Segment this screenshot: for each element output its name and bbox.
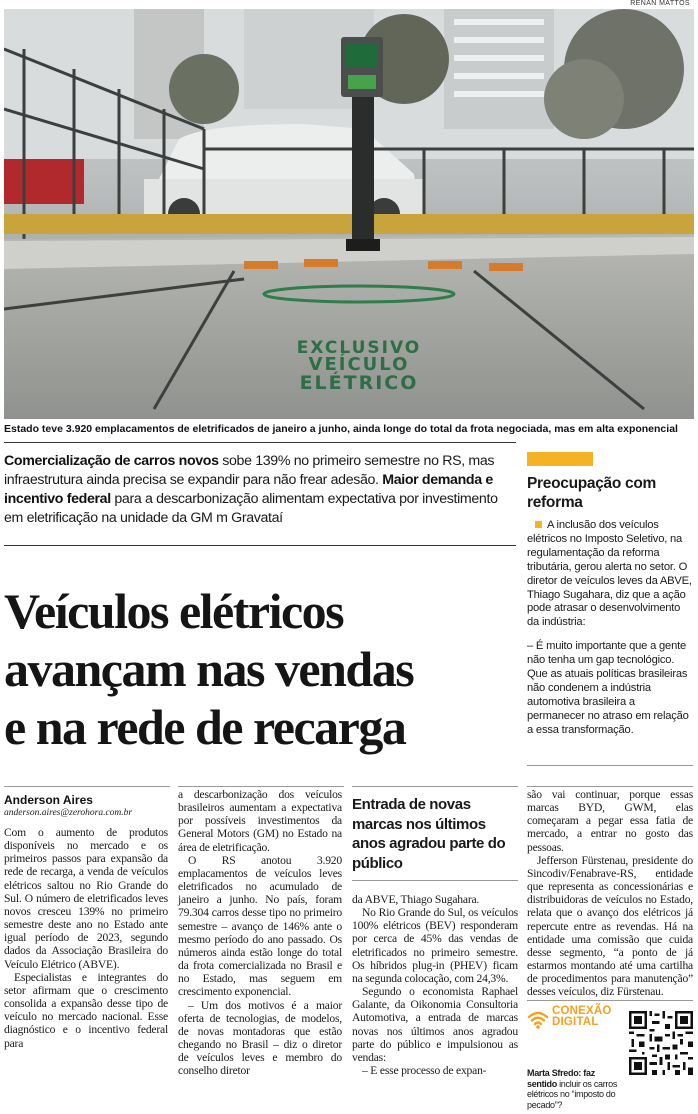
deck-text-1: sobe 139% no primeiro semestre no RS, mas infraestrutura ainda precisa se expandir para não frear adesão. xyxy=(4,453,495,488)
conexao-label-line-2: DIGITAL xyxy=(552,1016,599,1028)
stencil-line-3: ELÉTRICO xyxy=(299,372,419,394)
conexao-link-text[interactable] xyxy=(527,1068,625,1110)
charging-station-photo xyxy=(4,9,694,419)
col2-p1: a descarbonização dos veículos brasileiros aumentam a expectativa por possíveis investimentos da General Motors (GM) no Estado na área de eletrificação. xyxy=(178,788,342,854)
conexao-label xyxy=(552,1006,612,1028)
col1-p1: Com o aumento de produtos disponíveis no mercado e os primeiros passos para expansão da rede de recarga, a venda de veículos elétricos saltou no Rio Grande do Sul. O número de eletrificados leves novos cresceu 139% no primeiro semestre deste ano no Estado ante igual período de 2023, segundo dados da Associação Brasileira do Veículo Elétrico (ABVE). xyxy=(4,826,168,971)
col4-p2: Jefferson Fürstenau, presidente do Sincodiv/Fenabrave-RS, entidade que representa as concessionárias e distribuidoras de veículos no Estado, relata que o avanço dos elétricos já repercute entre as revendas. Há na entidade uma comissão que cuida desse segmento, “a ponto de já estarmos montando até uma cartilha de procedimentos para manutenção” desses veículos, diz Fürstenau. xyxy=(527,853,693,999)
author-name: Anderson Aires xyxy=(4,793,93,807)
deck-bold-2: Maior demanda e incentivo federal xyxy=(4,472,493,507)
pull-quote-rule xyxy=(352,880,518,881)
column-4 xyxy=(527,788,693,999)
col4-p1: são vai continuar, porque essas marcas BYD, GWM, elas começaram a pegar essa fatia de mercado, a entrar no gosto das pessoas. xyxy=(527,788,693,854)
bullet-icon xyxy=(535,521,542,528)
sidebar-intro: A inclusão dos veículos elétricos no Imposto Seletivo, na regulamentação da reforma tributária, gerou alerta no setor. O diretor de veículos leves da ABVE, Thiago Sugahara, diz que a ação pode atrasar o desenvolvimento da indústria: xyxy=(527,519,692,629)
headline-line-1: Veículos elétricos xyxy=(4,583,344,639)
col1-p2: Especialistas e integrantes do setor afirmam que o crescimento consolida a expansão desse tipo de veículo no mercado nacional. Esse diagnóstico e o incentivo federal para xyxy=(4,970,168,1050)
sidebar-divider xyxy=(527,765,693,766)
col3-p2: No Rio Grande do Sul, os veículos 100% elétricos (BEV) responderam por cerca de 45% das vendas de eletrificados no primeiro semestre. Os híbridos plug-in (PHEV) ficam na segunda colocação, com 24,3%. xyxy=(352,906,518,985)
col3-p4: – E esse processo de expan- xyxy=(362,1064,487,1078)
col2-p3: – Um dos motivos é a maior oferta de tecnologias, de modelos, de novas montadoras que estão chegando no Brasil – diz o diretor de veículos leves e membro do conselho diretor xyxy=(178,998,342,1078)
stencil-line-2: VEÍCULO xyxy=(308,354,410,375)
deck-top-rule xyxy=(4,442,516,443)
col1-rule xyxy=(4,786,170,787)
conexao-bold: Marta Sfredo: faz sentido xyxy=(527,1068,595,1089)
column-3 xyxy=(352,893,518,1077)
col2-p2: O RS anotou 3.920 emplacamentos de veículos leves eletrificados no acumulado de janeiro a junho. No país, foram 79.304 carros desse tipo no primeiro semestre – avanço de 146% ante o mesmo período do ano passado. Os números ainda estão longe do total da frota comercializada no Brasil e no Estado, mas seguem em crescimento exponencial. xyxy=(178,853,342,999)
headline xyxy=(4,582,520,756)
headline-line-2: avançam nas vendas xyxy=(4,641,414,697)
sidebar-accent-bar xyxy=(527,452,593,466)
col3-rule xyxy=(352,786,518,787)
col3-p3: Segundo o economista Raphael Galante, da Oikonomia Consultoria Automotiva, a entrada de marcas novas nos últimos anos agradou parte do público e impulsionou as vendas: xyxy=(352,985,518,1064)
sidebar-title: Preocupação com reforma xyxy=(527,475,657,511)
sidebar-quote: – É muito importante que a gente não tenha um gap tecnológico. Que as atuais políticas brasileiras não condenem a indústria automotiva brasileira a permanecer no atraso em relação a essa transformação. xyxy=(527,640,689,736)
photo-caption: Estado teve 3.920 emplacamentos de eletrificados de janeiro a junho, ainda longe do total da frota negociada, mas em alta exponencial xyxy=(4,423,678,435)
stencil-line-1: EXCLUSIVO xyxy=(296,338,422,358)
deck-bottom-rule xyxy=(4,545,516,546)
conexao-label-line-1: CONEXÃO xyxy=(552,1005,612,1017)
deck xyxy=(4,452,518,528)
col2-rule xyxy=(178,786,344,787)
col3-p1: da ABVE, Thiago Sugahara. xyxy=(352,893,480,906)
author-email: anderson.aires@zerohora.com.br xyxy=(4,808,133,818)
conexao-rule xyxy=(527,1000,693,1001)
conexao-text: incluir os carros elétricos no “imposto do pecado”? xyxy=(527,1078,618,1110)
wifi-icon xyxy=(527,1008,549,1030)
qr-code[interactable] xyxy=(629,1011,693,1075)
main-photo xyxy=(4,9,694,419)
column-1 xyxy=(4,826,168,1050)
sidebar-body xyxy=(527,519,693,738)
deck-text-2: para a descarbonização alimentam expectativa por investimento em eletrificação na unidade da GM m Gravataí xyxy=(4,491,498,526)
pull-quote: Entrada de novas marcas nos últimos anos agradou parte do público xyxy=(352,796,506,872)
headline-line-3: e na rede de recarga xyxy=(4,699,406,755)
col4-rule xyxy=(527,786,693,787)
photo-credit: RENAN MATTOS xyxy=(630,0,690,7)
deck-bold-1: Comercialização de carros novos xyxy=(4,453,219,469)
column-2 xyxy=(178,788,342,1077)
